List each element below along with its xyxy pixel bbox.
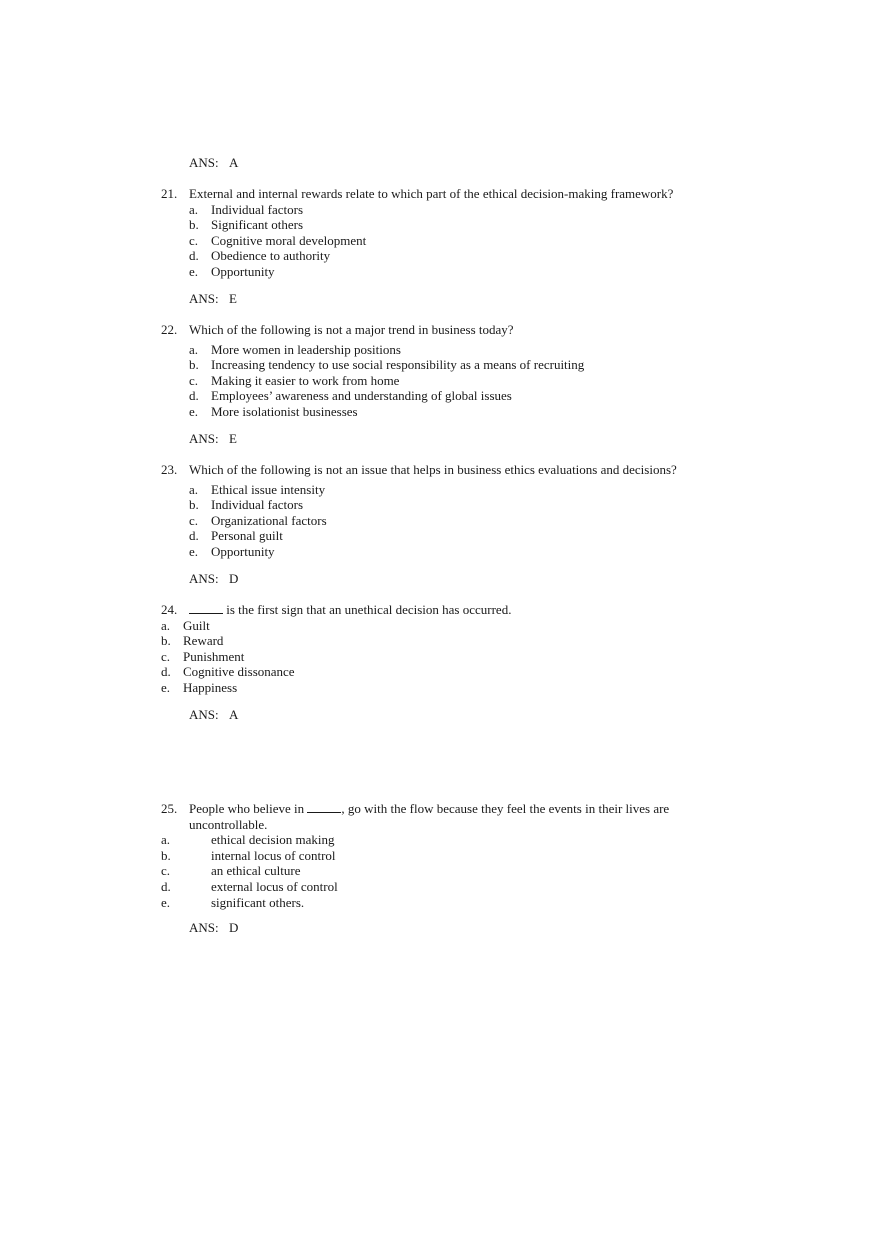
- question-22: [161, 322, 721, 420]
- option-letter: b.: [161, 847, 171, 863]
- option-item: [161, 649, 721, 665]
- question-21: [161, 186, 721, 280]
- question-number: 24.: [161, 602, 178, 617]
- option-item: [161, 664, 721, 680]
- option-text: Obedience to authority: [211, 248, 331, 264]
- fill-in-blank: [307, 801, 341, 813]
- option-letter: d.: [189, 248, 199, 264]
- option-item: [189, 264, 721, 280]
- option-text: More isolationist businesses: [211, 403, 358, 419]
- answer-label: ANS:: [189, 431, 219, 446]
- option-item: [189, 513, 721, 529]
- option-text: internal locus of control: [211, 847, 336, 863]
- option-item: [189, 248, 721, 264]
- option-item: [189, 233, 721, 249]
- option-text: external locus of control: [211, 878, 338, 894]
- question-text: [161, 801, 701, 832]
- answer-line: [189, 291, 237, 307]
- option-letter: e.: [189, 403, 199, 419]
- option-item: [161, 832, 701, 848]
- option-text: Individual factors: [211, 497, 304, 513]
- option-item: [189, 388, 721, 404]
- option-item: [189, 357, 721, 373]
- option-letter: d.: [161, 878, 171, 894]
- option-letter: d.: [161, 664, 171, 680]
- option-text: Cognitive moral development: [211, 232, 367, 248]
- question-text-part: is the first sign that an unethical decision has occurred.: [223, 602, 512, 617]
- answer-value: A: [229, 707, 239, 722]
- option-letter: c.: [161, 648, 171, 664]
- question-text-part: , go with the flow because they feel the events in their lives are uncontrollable.: [189, 801, 670, 832]
- option-text: Punishment: [183, 648, 245, 664]
- answer-line: [189, 571, 238, 587]
- option-item: [161, 633, 721, 649]
- answer-label: ANS:: [189, 291, 219, 306]
- option-item: [161, 680, 721, 696]
- option-letter: b.: [161, 633, 171, 649]
- option-letter: e.: [189, 263, 199, 279]
- option-text: Employees’ awareness and understanding of global issues: [211, 388, 512, 404]
- answer-value: E: [229, 291, 237, 306]
- option-item: [161, 863, 701, 879]
- option-list: [133, 618, 721, 696]
- option-text: Cognitive dissonance: [183, 664, 295, 680]
- question-number: 22.: [161, 322, 178, 337]
- question-number: 23.: [161, 462, 178, 477]
- answer-value: D: [229, 920, 239, 935]
- option-letter: e.: [161, 894, 171, 910]
- answer-line: [189, 920, 238, 936]
- option-letter: a.: [161, 617, 171, 633]
- option-text: Opportunity: [211, 263, 275, 279]
- option-item: [189, 217, 721, 233]
- option-text: significant others.: [211, 894, 305, 910]
- fill-in-blank: [189, 602, 223, 614]
- option-list: [161, 832, 701, 910]
- option-letter: b.: [189, 217, 199, 233]
- option-item: [161, 618, 721, 634]
- option-letter: e.: [189, 543, 199, 559]
- option-item: [189, 482, 721, 498]
- answer-value: E: [229, 431, 237, 446]
- question-24: [161, 602, 721, 696]
- option-text: Significant others: [211, 217, 304, 233]
- question-number: 21.: [161, 186, 178, 201]
- option-item: [189, 202, 721, 218]
- option-list: [161, 202, 721, 280]
- question-text: [189, 602, 721, 618]
- option-item: [161, 848, 701, 864]
- answer-line: [189, 707, 238, 723]
- option-letter: a.: [189, 481, 199, 497]
- option-text: an ethical culture: [211, 863, 301, 879]
- option-text: Guilt: [183, 617, 210, 633]
- answer-label: ANS:: [189, 707, 219, 722]
- option-item: [189, 342, 721, 358]
- answer-line: [189, 431, 237, 447]
- question-25: [161, 801, 701, 910]
- option-item: [189, 497, 721, 513]
- option-letter: a.: [161, 832, 171, 848]
- question-head: [161, 801, 701, 832]
- option-letter: c.: [189, 372, 199, 388]
- answer-value: D: [229, 571, 239, 586]
- option-letter: d.: [189, 388, 199, 404]
- question-text-part: People who believe in: [189, 801, 308, 816]
- option-text: Reward: [183, 633, 224, 649]
- option-text: ethical decision making: [211, 832, 335, 848]
- option-letter: d.: [189, 528, 199, 544]
- option-text: Individual factors: [211, 201, 304, 217]
- option-letter: a.: [189, 341, 199, 357]
- option-text: Opportunity: [211, 543, 275, 559]
- option-item: [189, 373, 721, 389]
- option-item: [189, 528, 721, 544]
- option-text: Organizational factors: [211, 512, 327, 528]
- option-list: [161, 482, 721, 560]
- option-text: Ethical issue intensity: [211, 481, 326, 497]
- question-23: [161, 462, 721, 560]
- option-item: [189, 404, 721, 420]
- option-text: Making it easier to work from home: [211, 372, 400, 388]
- answer-label: ANS:: [189, 571, 219, 586]
- option-item: [161, 895, 701, 911]
- question-text: Which of the following is not a major trend in business today?: [189, 322, 514, 337]
- answer-label: ANS:: [189, 920, 219, 935]
- option-letter: e.: [161, 679, 171, 695]
- question-text: External and internal rewards relate to which part of the ethical decision-making framework?: [189, 186, 674, 201]
- answer-label: ANS:: [189, 155, 219, 170]
- option-list: [161, 342, 721, 420]
- option-text: Personal guilt: [211, 528, 283, 544]
- question-text: Which of the following is not an issue that helps in business ethics evaluations and decisions?: [189, 462, 677, 477]
- option-text: Happiness: [183, 679, 238, 695]
- answer-line: [189, 155, 238, 171]
- option-letter: c.: [161, 863, 171, 879]
- option-text: Increasing tendency to use social responsibility as a means of recruiting: [211, 357, 585, 373]
- option-letter: a.: [189, 201, 199, 217]
- question-number: 25.: [161, 801, 178, 816]
- option-letter: c.: [189, 232, 199, 248]
- option-letter: b.: [189, 497, 199, 513]
- option-letter: c.: [189, 512, 199, 528]
- answer-value: A: [229, 155, 239, 170]
- option-item: [161, 879, 701, 895]
- option-item: [189, 544, 721, 560]
- option-letter: b.: [189, 357, 199, 373]
- option-text: More women in leadership positions: [211, 341, 401, 357]
